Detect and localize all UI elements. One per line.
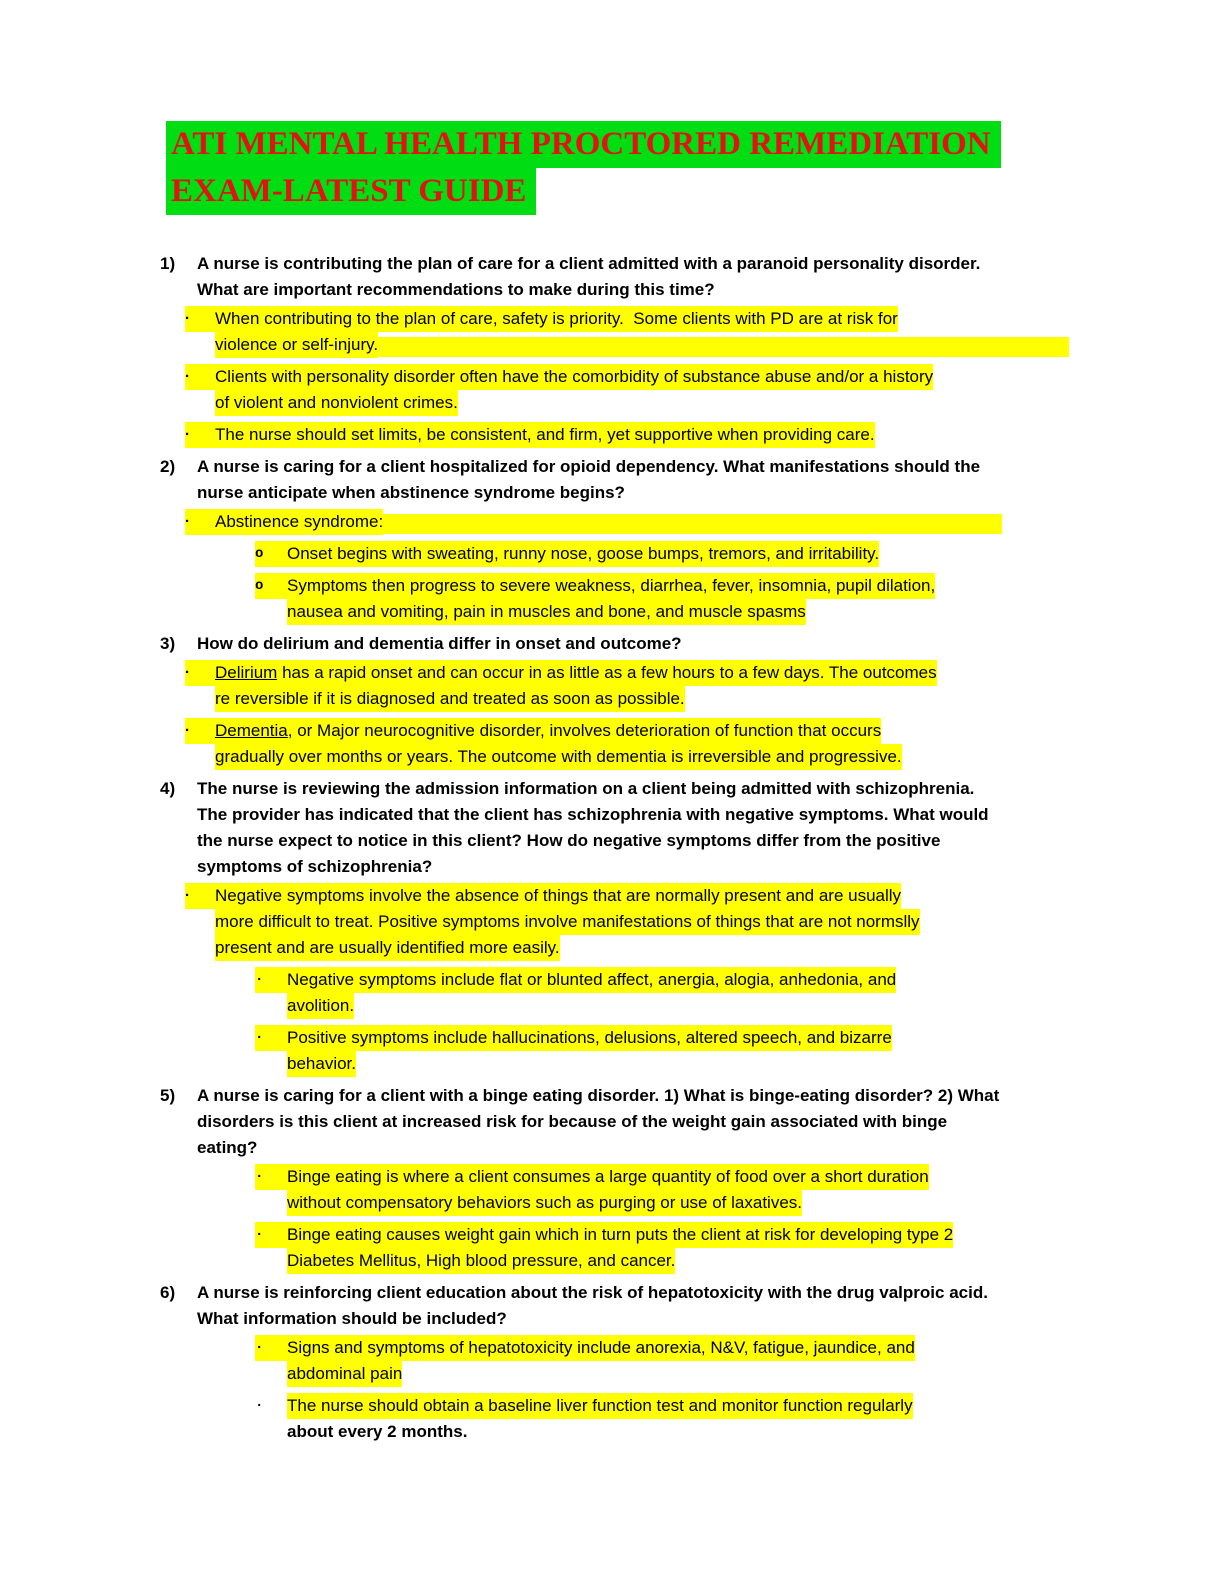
answer-segment: gradually over months or years. The outcome with dementia is irreversible and progressive. [215,744,902,770]
answer-item [160,660,1069,712]
question-line: disorders is this client at increased risk for because of the weight gain associated with binge [197,1112,948,1131]
answer-segment: Symptoms then progress to severe weakness, diarrhea, fever, insomnia, pupil dilation, [287,573,935,599]
answer-line [215,744,1069,770]
answers [160,1164,1069,1274]
answer-item [160,573,1069,625]
answer-line [255,1164,1069,1190]
answer-line [287,1051,1069,1077]
question-line: the nurse expect to notice in this client? How do negative symptoms differ from the positive [197,831,941,850]
answer-segment: avolition. [287,993,354,1019]
question-line: symptoms of schizophrenia? [197,857,433,876]
answer-item [160,1164,1069,1216]
bullet-marker: · [255,1398,264,1414]
question-line: A nurse is caring for a client hospitalized for opioid dependency. What manifestations should the [197,457,981,476]
answers [160,1335,1069,1445]
question-text [197,1083,1069,1161]
bullet-marker: · [255,1222,287,1248]
answer-segment: has a rapid onset and can occur in as little as a few hours to a few days. The outcomes [277,660,936,686]
answers [160,660,1069,770]
bullet-marker: · [255,1335,287,1361]
answers [160,306,1069,448]
question-line: How do delirium and dementia differ in onset and outcome? [197,634,682,653]
answer-line [185,306,1069,332]
answer-item [160,306,1069,358]
title-line-2: EXAM-LATEST GUIDE [166,168,536,215]
answer-line [215,909,1069,935]
question-2 [160,454,1069,625]
answer-segment: behavior. [287,1051,356,1077]
question-5 [160,1083,1069,1274]
question-line: nurse anticipate when abstinence syndrome begins? [197,483,625,502]
answer-segment: Diabetes Mellitus, High blood pressure, and cancer. [287,1248,675,1274]
answer-segment: Positive symptoms include hallucinations, delusions, altered speech, and bizarre [287,1025,892,1051]
question-line: A nurse is caring for a client with a binge eating disorder. 1) What is binge-eating disorder? 2) What [197,1086,1000,1105]
answer-line [185,509,1069,535]
answers [160,509,1069,625]
question-list [160,251,1069,1445]
answer-line [215,332,1069,358]
question-line: The provider has indicated that the client has schizophrenia with negative symptoms. What would [197,805,989,824]
answer-line [287,599,1069,625]
question-text [197,1280,1069,1332]
answer-item [160,718,1069,770]
answer-line [215,390,1069,416]
answer-segment: Abstinence syndrome: [215,509,383,535]
bullet-marker: · [255,1164,287,1190]
answer-segment: , or Major neurocognitive disorder, involves deterioration of function that occurs [288,718,881,744]
answer-line [287,1361,1069,1387]
answer-segment: Dementia [215,718,288,744]
answer-line [255,1222,1069,1248]
question-line: What information should be included? [197,1309,507,1328]
answer-item [160,1025,1069,1077]
question-row [160,454,1069,506]
answer-segment: The nurse should obtain a baseline liver function test and monitor function regularly [287,1393,913,1419]
answer-segment: Negative symptoms include flat or blunted affect, anergia, alogia, anhedonia, and [287,967,896,993]
question-row [160,1083,1069,1161]
bullet-marker: · [255,1025,287,1051]
answer-segment: When contributing to the plan of care, safety is priority. Some clients with PD are at risk for [215,306,898,332]
answer-segment: violence or self-injury. [215,332,378,358]
title-line-1: ATI MENTAL HEALTH PROCTORED REMEDIATION [166,121,1001,168]
bullet-marker: o [255,541,287,567]
answer-line [287,1248,1069,1274]
answer-segment: without compensatory behaviors such as purging or use of laxatives. [287,1190,802,1216]
answer-segment: Negative symptoms involve the absence of things that are normally present and are usually [215,883,901,909]
question-row [160,776,1069,880]
answer-item [160,364,1069,416]
question-text [197,251,1069,303]
question-3 [160,631,1069,770]
answer-item [160,1222,1069,1274]
bullet-marker: · [185,883,215,909]
question-text [197,776,1069,880]
answer-item [160,509,1069,535]
question-text [197,454,1069,506]
document-title [166,121,1069,215]
bullet-marker: · [185,306,215,332]
question-number: 6) [160,1283,176,1302]
answer-line [185,422,1069,448]
answer-segment: Clients with personality disorder often have the comorbidity of substance abuse and/or a history [215,364,933,390]
answer-segment: re reversible if it is diagnosed and treated as soon as possible. [215,686,685,712]
question-number: 2) [160,457,176,476]
answer-line [255,1393,1069,1419]
question-number: 1) [160,254,176,273]
question-number: 5) [160,1086,176,1105]
answer-line [185,660,1069,686]
answer-segment: Signs and symptoms of hepatotoxicity include anorexia, N&V, fatigue, jaundice, and [287,1335,915,1361]
question-number: 4) [160,779,176,798]
highlight-trail [383,514,1002,534]
answer-line [215,935,1069,961]
answer-item [160,1335,1069,1387]
answer-segment: Binge eating is where a client consumes a large quantity of food over a short duration [287,1164,929,1190]
answer-line [185,883,1069,909]
question-1 [160,251,1069,448]
answer-line [255,1335,1069,1361]
bullet-marker: · [185,422,215,448]
bullet-marker: · [255,967,287,993]
question-row [160,1280,1069,1332]
answers [160,883,1069,1077]
question-line: eating? [197,1138,258,1157]
answer-segment: Onset begins with sweating, runny nose, goose bumps, tremors, and irritability. [287,541,879,567]
question-text [197,631,1069,657]
question-number: 3) [160,634,176,653]
answer-line [185,718,1069,744]
question-line: What are important recommendations to make during this time? [197,280,715,299]
answer-line [215,686,1069,712]
answer-line [255,573,1069,599]
answer-line [185,364,1069,390]
answer-line [255,1025,1069,1051]
highlight-trail [378,337,1069,357]
answer-segment: nausea and vomiting, pain in muscles and bone, and muscle spasms [287,599,806,625]
answer-item [160,541,1069,567]
bullet-marker: · [185,509,215,535]
question-line: A nurse is reinforcing client education about the risk of hepatotoxicity with the drug valproic acid. [197,1283,988,1302]
bullet-marker: · [185,660,215,686]
question-line: The nurse is reviewing the admission information on a client being admitted with schizophrenia. [197,779,975,798]
question-4 [160,776,1069,1077]
answer-item [160,883,1069,961]
answer-item [160,967,1069,1019]
answer-segment: present and are usually identified more easily. [215,935,560,961]
answer-segment: Binge eating causes weight gain which in turn puts the client at risk for developing type 2 [287,1222,953,1248]
answer-segment: about every 2 months. [287,1422,468,1441]
answer-segment: abdominal pain [287,1361,402,1387]
answer-line [255,541,1069,567]
answer-segment: Delirium [215,660,277,686]
answer-line [255,967,1069,993]
bullet-marker: · [185,718,215,744]
answer-line [287,1190,1069,1216]
answer-line [287,1419,1069,1445]
question-row [160,631,1069,657]
question-line: A nurse is contributing the plan of care for a client admitted with a paranoid personality disorder. [197,254,981,273]
bullet-marker: · [185,364,215,390]
question-row [160,251,1069,303]
bullet-marker: o [255,573,287,599]
answer-line [287,993,1069,1019]
question-6 [160,1280,1069,1445]
answer-item [160,1393,1069,1445]
answer-item [160,422,1069,448]
answer-segment: The nurse should set limits, be consistent, and firm, yet supportive when providing care. [215,422,875,448]
answer-segment: of violent and nonviolent crimes. [215,390,458,416]
answer-segment: more difficult to treat. Positive symptoms involve manifestations of things that are not normslly [215,909,920,935]
